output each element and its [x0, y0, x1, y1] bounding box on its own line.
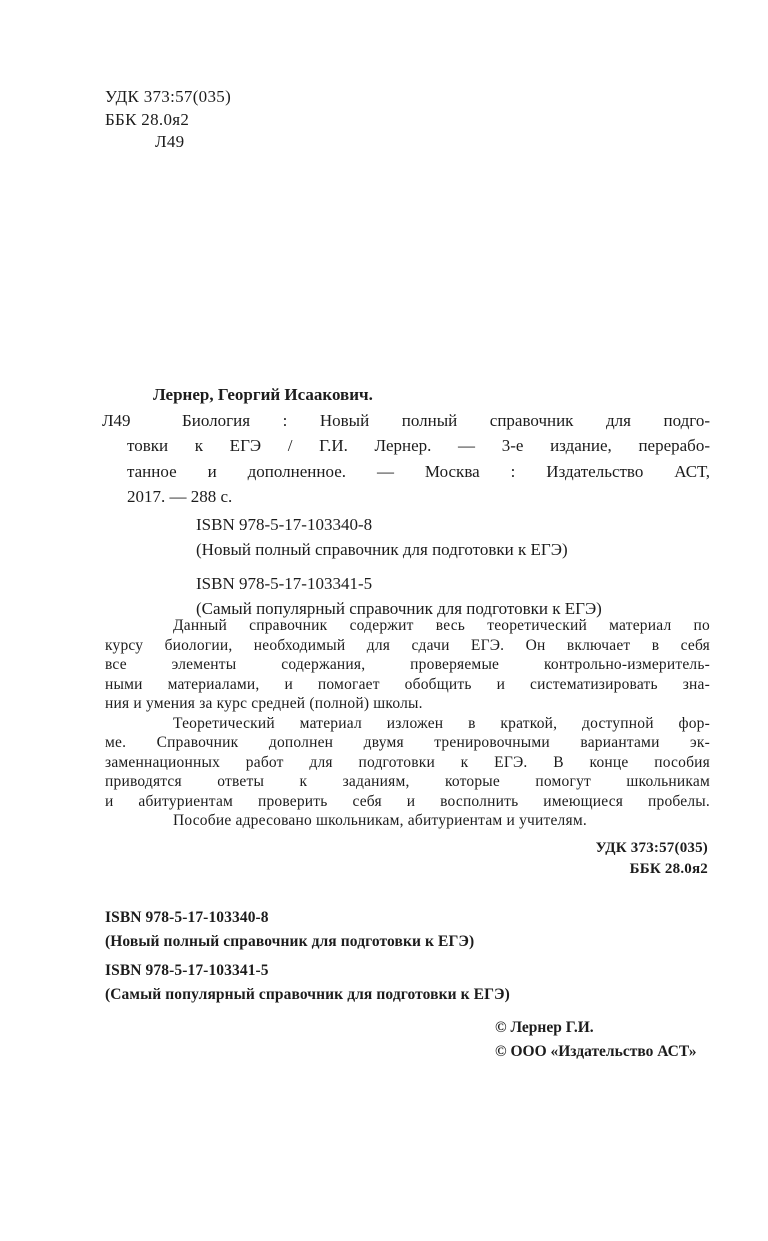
- udk-line: УДК 373:57(035): [105, 87, 232, 106]
- udk-line: УДК 373:57(035): [595, 840, 708, 856]
- copyright-author: © Лернер Г.И.: [495, 1019, 594, 1036]
- footer-isbn-block: [0, 906, 768, 1007]
- bbk-line: ББК 28.0я2: [105, 109, 190, 129]
- annotation-line: приводятся ответы к заданиям, которые помогут школьникам: [105, 773, 710, 790]
- isbn-number: ISBN 978-5-17-103341-5: [105, 962, 269, 979]
- isbn-series: (Новый полный справочник для подготовки к ЕГЭ): [196, 540, 568, 559]
- description-text: Биология : Новый полный справочник для подго-: [182, 410, 710, 430]
- isbn-number: ISBN 978-5-17-103341-5: [196, 574, 373, 593]
- isbn-number: ISBN 978-5-17-103340-8: [105, 909, 269, 926]
- isbn-series: (Новый полный справочник для подготовки к ЕГЭ): [105, 933, 475, 950]
- annotation-block: [0, 616, 768, 831]
- annotation-line: ными материалами, и помогает обобщить и систематизировать зна-: [105, 675, 710, 693]
- isbn-block: [0, 512, 768, 621]
- annotation-line: ме. Справочник дополнен двумя тренировочными вариантами эк-: [105, 734, 710, 751]
- copyright-block: [0, 1016, 768, 1064]
- copyright-publisher: © ООО «Издательство АСТ»: [495, 1043, 697, 1060]
- annotation-line: ния и умения за курс средней (полной) школы.: [105, 695, 423, 712]
- annotation-line: Пособие адресовано школьникам, абитуриентам и учителям.: [173, 812, 587, 829]
- author-heading: Лернер, Георгий Исаакович.: [153, 385, 373, 404]
- annotation-line: Данный справочник содержит весь теоретический материал по: [173, 617, 710, 634]
- annotation-line: Теоретический материал изложен в краткой, доступной фор-: [173, 714, 710, 732]
- isbn-number: ISBN 978-5-17-103340-8: [196, 515, 373, 534]
- isbn-series: (Самый популярный справочник для подготовки к ЕГЭ): [196, 599, 602, 618]
- annotation-line: курсу биологии, необходимый для сдачи ЕГЭ. Он включает в себя: [105, 636, 710, 654]
- catalog-card: [0, 382, 768, 510]
- annotation-line: и абитуриентам проверить себя и восполнить имеющиеся пробелы.: [105, 792, 710, 810]
- description-line: танное и дополненное. — Москва : Издательство АСТ,: [127, 461, 710, 481]
- description-line: товки к ЕГЭ / Г.И. Лернер. — 3-е издание, перерабо-: [127, 436, 710, 455]
- description-line: [0, 408, 768, 434]
- isbn-series: (Самый популярный справочник для подготовки к ЕГЭ): [105, 986, 510, 1003]
- annotation-line: заменнационных работ для подготовки к ЕГЭ. В конце пособия: [105, 753, 710, 771]
- description-line: 2017. — 288 с.: [127, 487, 233, 506]
- author-code: Л49: [102, 410, 131, 430]
- mid-imprint-block: [0, 838, 768, 880]
- author-code-line: Л49: [155, 132, 185, 151]
- annotation-line: все элементы содержания, проверяемые контрольно-измеритель-: [105, 656, 710, 673]
- bbk-line: ББК 28.0я2: [629, 861, 708, 877]
- top-imprint-block: [0, 86, 768, 154]
